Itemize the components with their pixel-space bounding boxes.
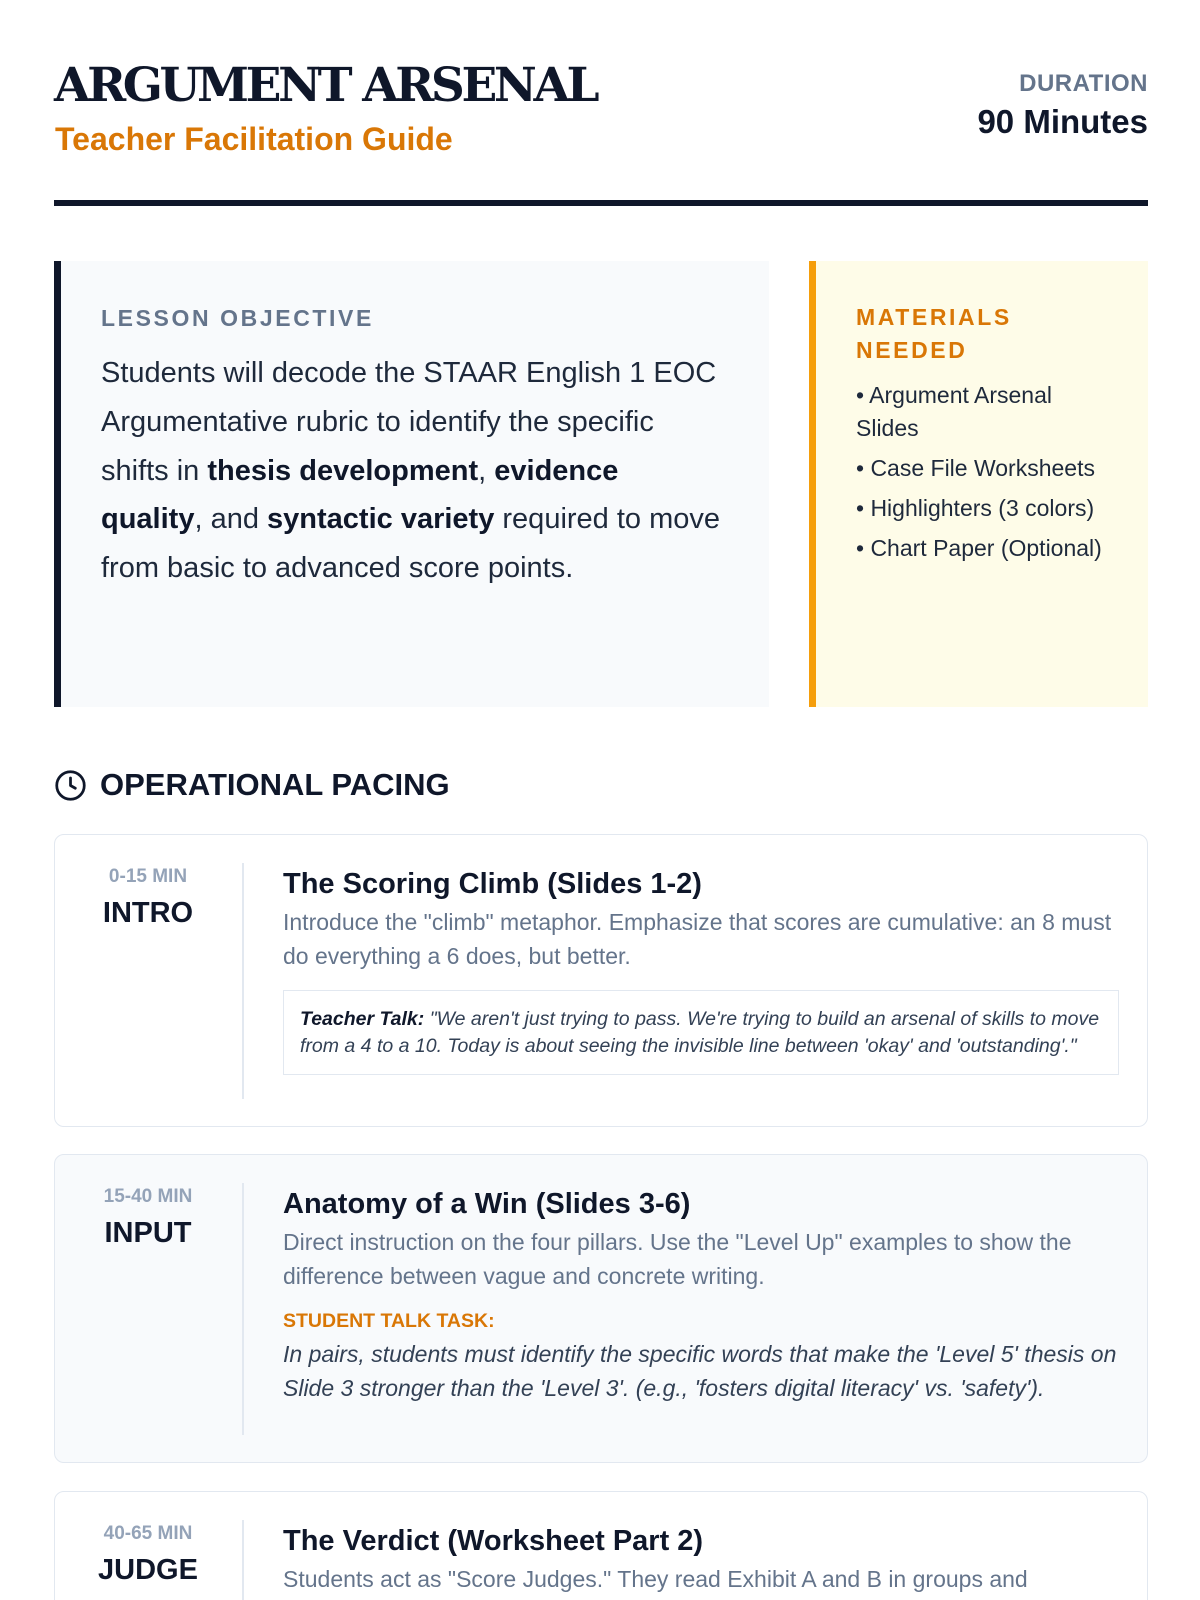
material-item: • Highlighters (3 colors) xyxy=(856,495,1095,521)
material-item: • Case File Worksheets xyxy=(856,455,1095,481)
student-talk-task-text: In pairs, students must identify the specific words that make the 'Level 5' thesis on Slide 3 stronger than the 'Level 3'. (e.g., 'fosters digital literacy' vs. 'safety'). xyxy=(283,1341,1117,1401)
pacing-card-input xyxy=(54,1154,1148,1463)
card-time: 15-40 MIN xyxy=(103,1186,193,1207)
card-phase: INTRO xyxy=(102,897,194,929)
pacing-title: OPERATIONAL PACING xyxy=(100,767,450,802)
materials-list xyxy=(856,379,1116,572)
card-body xyxy=(283,1185,1127,1405)
card-phase: JUDGE xyxy=(98,1554,198,1586)
pacing-card-intro xyxy=(54,834,1148,1127)
card-phase: INPUT xyxy=(104,1217,192,1249)
card-description: Direct instruction on the four pillars. Use the "Level Up" examples to show the difference between vague and concrete writing. xyxy=(283,1229,1072,1289)
lesson-objective-panel xyxy=(54,261,769,707)
objective-text-part: Students will decode the STAAR English 1 EOC Argumentative rubric to identify the specific shifts in xyxy=(101,357,717,487)
card-body xyxy=(283,1522,1127,1596)
clock-icon xyxy=(54,769,87,802)
card-time: 0-15 MIN xyxy=(108,866,188,887)
objective-text-part: , and xyxy=(194,503,268,536)
teacher-talk-box xyxy=(283,990,1119,1075)
card-description: Introduce the "climb" metaphor. Emphasize that scores are cumulative: an 8 must do everything a 6 does, but better. xyxy=(283,909,1112,969)
objective-text-part: , xyxy=(478,454,495,487)
card-description: Students act as "Score Judges." They read Exhibit A and B in groups and xyxy=(283,1566,1028,1592)
objective-emphasis-evidence: evidence quality xyxy=(101,454,619,536)
teacher-talk-text: "We aren't just trying to pass. We're trying to build an arsenal of skills to move from a 4 to a 10. Today is about seeing the invisible line between 'okay' and 'outstanding'." xyxy=(300,1008,1100,1057)
materials-label: MATERIALS NEEDED xyxy=(856,304,1012,363)
materials-panel xyxy=(809,261,1148,707)
objective-emphasis-syntax: syntactic variety xyxy=(267,503,495,536)
student-talk-task-label: STUDENT TALK TASK: xyxy=(283,1310,495,1332)
card-divider xyxy=(242,1183,244,1435)
card-divider xyxy=(242,1520,244,1600)
card-title: The Verdict (Worksheet Part 2) xyxy=(283,1525,704,1557)
duration-value: 90 Minutes xyxy=(977,103,1148,140)
lesson-objective-text xyxy=(101,349,721,593)
page-title: ARGUMENT ARSENAL xyxy=(54,58,597,113)
lesson-objective-label: LESSON OBJECTIVE xyxy=(101,305,374,331)
header-divider xyxy=(54,200,1148,206)
card-time-block xyxy=(55,1492,241,1588)
card-time-block xyxy=(55,1155,241,1251)
card-divider xyxy=(242,863,244,1099)
card-title: Anatomy of a Win (Slides 3-6) xyxy=(283,1188,691,1220)
card-time-block xyxy=(55,835,241,931)
material-item: • Chart Paper (Optional) xyxy=(856,535,1102,561)
card-title: The Scoring Climb (Slides 1-2) xyxy=(283,868,702,900)
page-subtitle: Teacher Facilitation Guide xyxy=(55,121,453,157)
card-time: 40-65 MIN xyxy=(103,1523,193,1544)
objective-emphasis-thesis: thesis development xyxy=(207,454,479,487)
duration-label: DURATION xyxy=(1019,70,1148,97)
pacing-card-judge xyxy=(54,1491,1148,1600)
card-body xyxy=(283,865,1127,1075)
objective-text-part: required to move from basic to advanced score points. xyxy=(101,503,721,585)
material-item: • Argument Arsenal Slides xyxy=(856,382,1052,441)
teacher-talk-label: Teacher Talk: xyxy=(300,1008,425,1030)
page-header xyxy=(54,58,1148,208)
